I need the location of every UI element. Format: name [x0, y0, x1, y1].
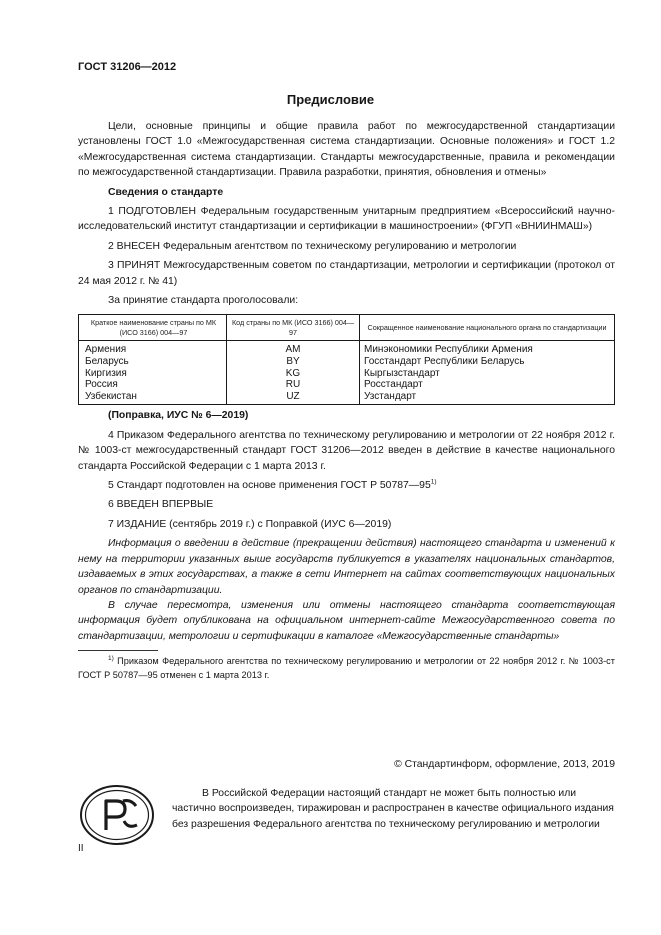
country-cell: Киргизия: [79, 368, 227, 380]
amendment-note: (Поправка, ИУС № 6—2019): [108, 410, 249, 422]
vote-table: [78, 314, 615, 405]
page-number: II: [78, 843, 84, 854]
table-row: [79, 391, 615, 405]
country-cell: Россия: [79, 379, 227, 391]
code-cell: RU: [227, 379, 360, 391]
header-code: Код страны по МК (ИСО 3166) 004—97: [227, 315, 360, 341]
body-cell: Минэкономики Республики Армения: [360, 341, 615, 356]
info-paragraph: Информация о введении в действие (прекращении действия) настоящего стандарта и изменений к нему на территории указанных выше государств публикуется в указателях национальных стандартов, издаваемых в этих государствах, а также в сети Интернет на сайтах соответствующих национальных органов по стандартизации.: [78, 538, 615, 596]
copyright-line: © Стандартинформ, оформление, 2013, 2019: [394, 759, 615, 770]
body-cell: Росстандарт: [360, 379, 615, 391]
item-basis-text: 5 Стандарт подготовлен на основе применения ГОСТ Р 50787—95: [108, 480, 431, 492]
table-row: [79, 379, 615, 391]
rst-certification-logo: [78, 783, 156, 847]
revision-paragraph: В случае пересмотра, изменения или отмены настоящего стандарта соответствующая информация будет опубликована на официальном интернет-сайте Межгосударственного совета по стандартизации, метрологии и сертификации в каталоге «Межгосударственные стандарты»: [78, 599, 615, 642]
table-row: [79, 356, 615, 368]
foreword-body: [78, 119, 615, 644]
item-prepared: 1 ПОДГОТОВЛЕН Федеральным государственным унитарным предприятием «Всероссийский научно-исследовательский институт стандартизации и сертификации в машиностроении» (ФГУП «ВНИИНМАШ»): [78, 206, 615, 233]
country-cell: Армения: [79, 341, 227, 356]
code-cell: BY: [227, 356, 360, 368]
item-adopted: 3 ПРИНЯТ Межгосударственным советом по стандартизации, метрологии и сертификации (протокол от 24 мая 2012 г. № 41): [78, 260, 615, 287]
item-enacted: 4 Приказом Федерального агентства по техническому регулированию и метрологии от 22 ноября 2012 г. № 1003-ст межгосударственный стандарт ГОСТ 31206—2012 введен в действие в качестве национального стандарта Российской Федерации с 1 марта 2013 г.: [78, 429, 615, 472]
page-title: Предисловие: [286, 92, 375, 107]
header-body: Сокращенное наименование национального органа по стандартизации: [360, 315, 615, 341]
footnote-divider: [78, 650, 158, 651]
table-row: [79, 368, 615, 380]
footnote: [78, 654, 615, 682]
body-cell: Узстандарт: [360, 391, 615, 405]
country-cell: Беларусь: [79, 356, 227, 368]
code-cell: AM: [227, 341, 360, 356]
item-basis: [78, 478, 615, 493]
body-cell: Кыргызстандарт: [360, 368, 615, 380]
header-country: Краткое наименование страны по МК (ИСО 3166) 004—97: [79, 315, 227, 341]
footnote-text: Приказом Федерального агентства по техническому регулированию и метрологии от 22 ноября 2012 г. № 1003-ст ГОСТ Р 50787—95 отменен с 1 марта 2013 г.: [78, 656, 615, 680]
code-cell: KG: [227, 368, 360, 380]
table-row: [79, 341, 615, 356]
item-first-introduced: 6 ВВЕДЕН ВПЕРВЫЕ: [108, 499, 214, 511]
item-introduced: 2 ВНЕСЕН Федеральным агентством по техническому регулированию и метрологии: [108, 240, 517, 252]
code-cell: UZ: [227, 391, 360, 405]
body-cell: Госстандарт Республики Беларусь: [360, 356, 615, 368]
footnote-ref: 1): [430, 478, 437, 486]
vote-intro: За принятие стандарта проголосовали:: [108, 295, 299, 307]
standard-code: ГОСТ 31206—2012: [78, 61, 177, 73]
intro-paragraph: Цели, основные принципы и общие правила работ по межгосударственной стандартизации установлены ГОСТ 1.0 «Межгосударственная система стандартизации. Основные положения» и ГОСТ 1.2 «Межгосударственная система стандартизации. Стандарты межгосударственные, правила и рекомендации по межгосударственной стандартизации. Правила разработки, принятия, обновления и отмены»: [78, 121, 615, 179]
rights-notice: В Российской Федерации настоящий стандарт не может быть полностью или частично воспроизведен, тиражирован и распространен в качестве официального издания без разрешения Федерального агентства по техническому регулированию и метрологии: [172, 788, 614, 830]
item-edition: 7 ИЗДАНИЕ (сентябрь 2019 г.) с Поправкой (ИУС 6—2019): [108, 518, 392, 530]
country-cell: Узбекистан: [79, 391, 227, 405]
vote-table-header: [79, 315, 615, 341]
about-standard-heading: Сведения о стандарте: [108, 186, 224, 198]
footnote-mark: 1): [108, 654, 114, 662]
